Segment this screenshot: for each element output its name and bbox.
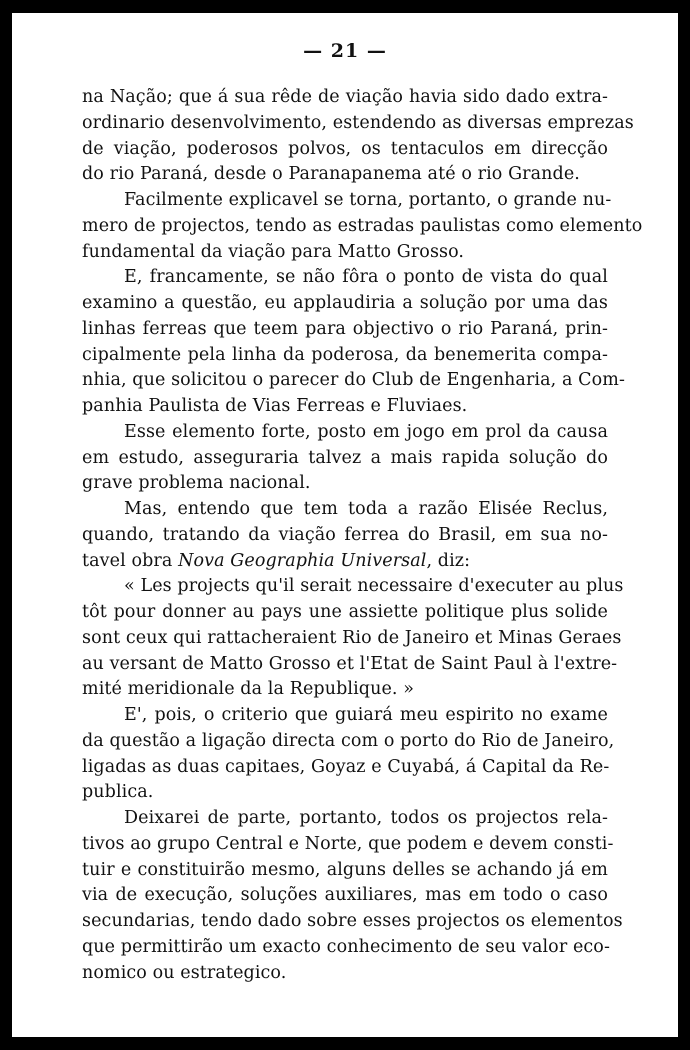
text-line: quando, tratando da viação ferrea do Brasil, em sua no- — [82, 524, 608, 545]
text-line: mero de projectos, tendo as estradas paulistas como elemento — [82, 215, 643, 236]
body-text — [82, 85, 643, 986]
text-line: nomico ou estrategico. — [82, 962, 287, 983]
text-line: cipalmente pela linha da poderosa, da benemerita compa- — [82, 344, 608, 365]
text-line: que permittirão um exacto conhecimento de seu valor eco- — [82, 936, 610, 957]
paragraph-6 — [82, 703, 615, 806]
text-line: panhia Paulista de Vias Ferreas e Fluviaes. — [82, 396, 468, 416]
text-line: E', pois, o criterio que guiará meu espirito no exame — [124, 705, 608, 725]
paragraph-quote — [82, 574, 624, 703]
text-line: Mas, entendo que tem toda a razão Elisée Reclus, — [124, 499, 608, 519]
text-line: via de execução, soluções auxiliares, mas em todo o caso — [82, 885, 608, 906]
text-line: publica. — [82, 782, 154, 803]
text-line: secundarias, tendo dado sobre esses projectos os elementos — [82, 911, 623, 931]
text-line: Facilmente explicavel se torna, portanto, o grande nu- — [124, 190, 612, 210]
text-line: tuir e constituirão mesmo, alguns delles se achando já em — [82, 859, 608, 880]
text-before-title: tavel obra — [82, 550, 179, 571]
quote-line: sont ceux qui rattacheraient Rio de Janeiro et Minas Geraes — [82, 627, 622, 648]
paragraph-7 — [82, 806, 623, 986]
paragraph-1 — [82, 85, 634, 188]
text-line: de viação, poderosos polvos, os tentaculos em direcção — [82, 138, 608, 159]
quote-line: mité meridionale da la Republique. » — [82, 679, 415, 700]
text-line: linhas ferreas que teem para objectivo o rio Paraná, prin- — [82, 318, 608, 339]
text-line: tivos ao grupo Central e Norte, que podem e devem consti- — [82, 833, 614, 854]
quote-line: tôt pour donner au pays une assiette politique plus solide — [82, 602, 608, 622]
text-line: ordinario desenvolvimento, estendendo as diversas emprezas — [82, 112, 634, 133]
text-line: Deixarei de parte, portanto, todos os projectos rela- — [124, 808, 608, 828]
text-line: na Nação; que á sua rêde de viação havia sido dado extra- — [82, 87, 608, 107]
text-line: Esse elemento forte, posto em jogo em prol da causa — [124, 421, 608, 442]
text-line-with-title — [82, 549, 608, 575]
text-line: ligadas as duas capitaes, Goyaz e Cuyabá, á Capital da Re- — [82, 756, 610, 777]
text-line: examino a questão, eu applaudiria a solução por uma das — [82, 293, 608, 313]
paragraph-5 — [82, 497, 608, 574]
quote-line: « Les projects qu'il serait necessaire d'executer au plus — [124, 576, 624, 597]
paragraph-3 — [82, 265, 626, 420]
work-title: Nova Geographia Universal — [178, 550, 427, 571]
text-line: nhia, que solicitou o parecer do Club de Engenharia, a Com- — [82, 370, 626, 391]
text-line: do rio Paraná, desde o Paranapanema até o rio Grande. — [82, 164, 580, 185]
paragraph-2 — [82, 188, 643, 265]
text-line: em estudo, asseguraria talvez a mais rapida solução do — [82, 447, 608, 468]
text-line: da questão a ligação directa com o porto do Rio de Janeiro, — [82, 730, 615, 751]
text-line: grave problema nacional. — [82, 473, 311, 494]
book-page — [12, 13, 678, 1037]
quote-line: au versant de Matto Grosso et l'Etat de Saint Paul à l'extre- — [82, 653, 618, 674]
paragraph-4 — [82, 420, 608, 497]
page-number: — 21 — — [303, 40, 387, 62]
text-line: E, francamente, se não fôra o ponto de vista do qual — [124, 267, 608, 288]
text-after-title: , diz: — [426, 550, 471, 571]
text-line: fundamental da viação para Matto Grosso. — [82, 241, 465, 262]
